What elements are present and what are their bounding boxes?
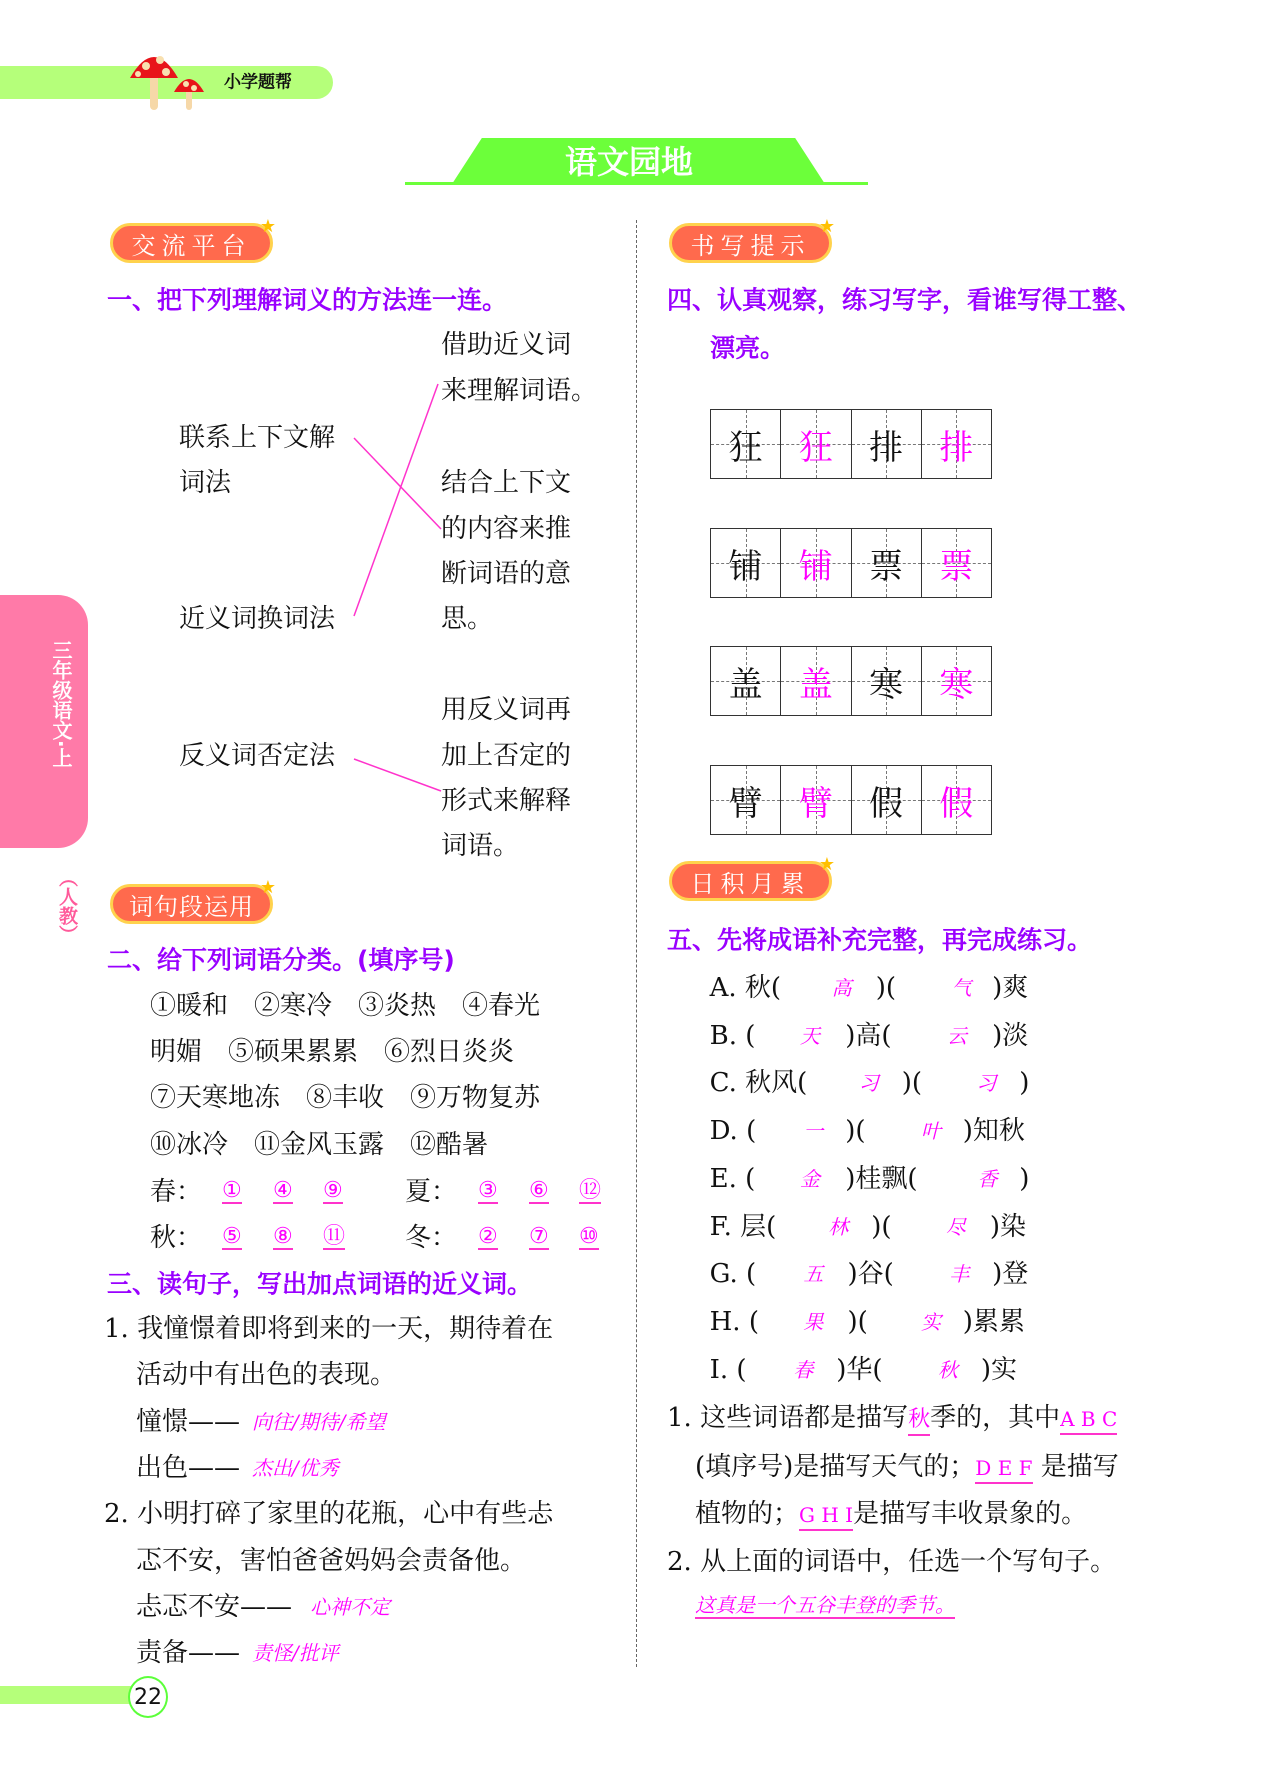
answer: 这真是一个五谷丰登的季节。 (695, 1593, 955, 1617)
idiom-text: )实 (980, 1354, 1017, 1385)
idiom-text: E. ( (709, 1163, 756, 1194)
word: 出色—— (136, 1453, 241, 1483)
answer: ③ (478, 1178, 498, 1203)
matching-lines (0, 0, 640, 900)
idiom-text: )( (871, 1211, 892, 1242)
method-item: 词法 (179, 468, 232, 498)
word-list-line: 明媚 ⑤硕果累累 ⑥烈日炎炎 (150, 1037, 515, 1067)
grid-cell: 寒 (922, 647, 991, 715)
badge-label: 交流平台 (131, 231, 252, 260)
word-list-line: ①暖和 ②寒冷 ③炎热 ④春光 (150, 991, 541, 1021)
answer: ⑩ (579, 1224, 599, 1249)
section-badge-accumulate (669, 854, 835, 901)
idiom-answer: 习 (976, 1071, 997, 1096)
idiom-answer: 金 (800, 1166, 821, 1191)
footer-band (0, 1686, 135, 1704)
grid-cell: 盖 (781, 647, 851, 715)
autumn-label: 秋： (150, 1223, 203, 1253)
grid-cell: 假 (922, 766, 991, 834)
idiom-text: )桂飘( (845, 1163, 918, 1194)
grid-cell: 票 (852, 529, 922, 597)
edition-label: （人教） (56, 868, 78, 944)
desc-line: 思。 (441, 604, 494, 634)
word: 憧憬—— (136, 1407, 241, 1437)
idiom-answer: 尽 (945, 1214, 966, 1239)
desc-line: 用反义词再 (441, 695, 572, 725)
answer: 责怪/批评 (252, 1641, 339, 1665)
idiom-answer: 秋 (937, 1357, 958, 1382)
idiom-answer: 高 (831, 976, 852, 1000)
idiom-answer: 习 (858, 1071, 879, 1096)
method-item: 近义词换词法 (179, 604, 336, 634)
idiom-answer: 五 (803, 1262, 824, 1287)
idiom-answer: 天 (800, 1023, 821, 1048)
idiom-text: D. ( (709, 1116, 757, 1147)
idiom-text: )( (875, 973, 897, 1003)
match-line (354, 384, 438, 616)
sentence: 1. 我憧憬着即将到来的一天，期待着在 (104, 1314, 554, 1344)
answer: ⑤ (222, 1224, 242, 1249)
idiom-text: )( (845, 1116, 866, 1147)
sentence: 忑不安，害怕爸爸妈妈会责备他。 (136, 1546, 527, 1576)
writing-grid (710, 528, 992, 598)
exercise-text: 2. 从上面的词语中，任选一个写句子。 (667, 1547, 1117, 1577)
method-item: 联系上下文解 (179, 423, 336, 453)
idiom-answer: 林 (828, 1214, 849, 1239)
idiom-text: )( (901, 1068, 923, 1099)
idiom-text: ) (1019, 1068, 1030, 1099)
grid-cell: 盖 (711, 647, 781, 715)
answer: ⑨ (323, 1178, 343, 1203)
page-title: 语文园地 (565, 143, 694, 181)
grid-cell: 寒 (852, 647, 922, 715)
answer: ⑥ (529, 1178, 549, 1203)
grid-cell: 臂 (781, 766, 851, 834)
idiom-text: )高( (845, 1020, 892, 1051)
idiom-text: F. 层( (709, 1211, 777, 1242)
idiom-text: )( (847, 1306, 868, 1337)
spring-label: 春： (150, 1177, 203, 1207)
idiom-answer: 叶 (920, 1119, 941, 1144)
badge-label: 书写提示 (690, 231, 811, 260)
q2-heading: 二、给下列词语分类。(填序号) (107, 945, 455, 975)
sentence: 2. 小明打碎了家里的花瓶，心中有些忐 (104, 1499, 554, 1529)
answer: ⑦ (529, 1224, 549, 1249)
answer: 杰出/优秀 (252, 1456, 339, 1480)
exercise-text: 1. 这些词语都是描写秋季的，其中A B C (667, 1405, 1117, 1431)
idiom-text: )登 (992, 1259, 1029, 1290)
grid-cell: 排 (852, 410, 922, 478)
grid-cell: 排 (922, 410, 991, 478)
desc-line: 断词语的意 (441, 559, 572, 589)
winter-label: 冬： (405, 1223, 458, 1253)
answer: ① (222, 1178, 242, 1203)
star-icon: ★ (259, 216, 276, 237)
match-line (354, 759, 441, 791)
idiom-answer: 春 (793, 1357, 814, 1382)
star-icon: ★ (818, 216, 835, 237)
idiom-text: A. 秋( (709, 973, 782, 1003)
answer: 向往/期待/希望 (252, 1410, 386, 1434)
desc-line: 结合上下文 (441, 468, 572, 498)
idiom-answer: 气 (951, 976, 972, 1000)
grid-cell: 臂 (711, 766, 781, 834)
desc-line: 借助近义词 (441, 330, 572, 360)
q4-heading: 四、认真观察，练习写字，看谁写得工整、 (667, 285, 1143, 315)
match-line (354, 438, 441, 529)
idiom-text: C. 秋风( (709, 1068, 808, 1099)
idiom-text: )华( (836, 1354, 883, 1385)
grid-cell: 假 (852, 766, 922, 834)
sentence: 活动中有出色的表现。 (136, 1360, 397, 1390)
idiom-answer: 云 (946, 1023, 967, 1048)
word-list-line: ⑩冰冷 ⑪金风玉露 ⑫酷暑 (150, 1130, 489, 1160)
star-icon: ★ (259, 877, 276, 898)
grid-cell: 狂 (781, 410, 851, 478)
idiom-answer: 实 (920, 1309, 941, 1334)
word: 责备—— (136, 1638, 241, 1668)
idiom-text: B. ( (709, 1020, 756, 1051)
star-icon: ★ (818, 854, 835, 875)
word-list-line: ⑦天寒地冻 ⑧丰收 ⑨万物复苏 (150, 1083, 541, 1113)
section-badge-usage (110, 877, 276, 924)
idiom-text: I. ( (709, 1354, 747, 1385)
answer: ⑪ (323, 1224, 346, 1249)
idiom-text: )爽 (992, 973, 1029, 1003)
idiom-text: )知秋 (962, 1116, 1025, 1147)
page-number: 22 (128, 1676, 168, 1718)
idiom-text: )染 (989, 1211, 1027, 1242)
answer: ② (478, 1224, 498, 1249)
q5-heading: 五、先将成语补充完整，再完成练习。 (667, 925, 1093, 955)
answer: 心神不定 (310, 1595, 390, 1619)
word: 忐忑不安—— (136, 1592, 293, 1622)
exercise-text: (填序号)是描写天气的；D E F 是描写 (695, 1452, 1119, 1482)
desc-line: 加上否定的 (441, 741, 572, 771)
idiom-answer: 果 (803, 1309, 824, 1334)
q3-heading: 三、读句子，写出加点词语的近义词。 (107, 1269, 533, 1299)
idiom-text: )谷( (847, 1259, 894, 1290)
grade-label: 三年级语文·上 (49, 640, 73, 768)
q4-heading-cont: 漂亮。 (710, 333, 786, 363)
summer-label: 夏： (405, 1177, 458, 1207)
grid-cell: 票 (922, 529, 991, 597)
badge-label: 日积月累 (690, 869, 811, 898)
desc-line: 的内容来推 (441, 514, 572, 544)
grid-cell: 铺 (711, 529, 781, 597)
idiom-answer: 一 (803, 1119, 824, 1144)
q1-heading: 一、把下列理解词义的方法连一连。 (107, 285, 508, 315)
brand-text: 小学题帮 (224, 72, 292, 93)
idiom-text: H. ( (709, 1306, 759, 1337)
writing-grid (710, 646, 992, 716)
idiom-text: G. ( (709, 1259, 757, 1290)
idiom-answer: 丰 (949, 1262, 970, 1287)
answer: ⑧ (273, 1224, 293, 1249)
desc-line: 形式来解释 (441, 786, 572, 816)
section-badge-writing (669, 216, 835, 263)
grid-cell: 铺 (781, 529, 851, 597)
writing-grid (710, 409, 992, 479)
badge-label: 词句段运用 (129, 892, 254, 921)
idiom-text: )累累 (962, 1306, 1025, 1337)
method-item: 反义词否定法 (179, 741, 336, 771)
idiom-answer: 香 (977, 1166, 998, 1191)
exercise-text: 植物的；G H I是描写丰收景象的。 (695, 1499, 1088, 1529)
desc-line: 来理解词语。 (441, 376, 598, 406)
idiom-text: ) (1019, 1163, 1030, 1194)
idiom-text: )淡 (992, 1020, 1029, 1051)
desc-line: 词语。 (441, 831, 520, 861)
writing-grid (710, 765, 992, 835)
answer: ④ (273, 1178, 293, 1203)
answer: ⑫ (579, 1178, 602, 1203)
grid-cell: 狂 (711, 410, 781, 478)
